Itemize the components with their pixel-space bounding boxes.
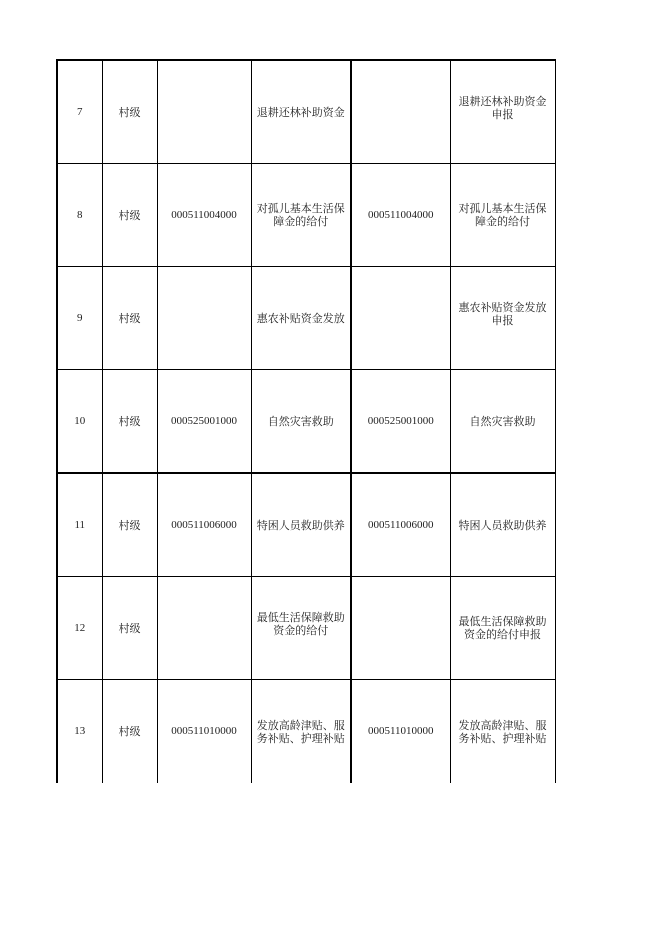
row-code: 000511010000 bbox=[157, 680, 251, 784]
row-number: 7 bbox=[57, 60, 102, 164]
service-items-table bbox=[56, 59, 556, 783]
row-sub-item-name: 发放高龄津贴、服务补贴、护理补贴 bbox=[450, 680, 555, 784]
row-level: 村级 bbox=[102, 680, 157, 784]
row-sub-item-name: 退耕还林补助资金申报 bbox=[450, 60, 555, 164]
table-row bbox=[57, 267, 555, 370]
table-row bbox=[57, 473, 555, 577]
row-level: 村级 bbox=[102, 60, 157, 164]
row-item-name: 退耕还林补助资金 bbox=[251, 60, 351, 164]
row-code bbox=[157, 60, 251, 164]
row-number: 10 bbox=[57, 370, 102, 474]
table-row bbox=[57, 577, 555, 680]
row-sub-code bbox=[351, 577, 450, 680]
row-code: 000511004000 bbox=[157, 164, 251, 267]
row-item-name: 自然灾害救助 bbox=[251, 370, 351, 474]
row-item-name: 惠农补贴资金发放 bbox=[251, 267, 351, 370]
row-level: 村级 bbox=[102, 473, 157, 577]
row-number: 9 bbox=[57, 267, 102, 370]
row-number: 13 bbox=[57, 680, 102, 784]
row-sub-item-name: 对孤儿基本生活保障金的给付 bbox=[450, 164, 555, 267]
row-level: 村级 bbox=[102, 164, 157, 267]
row-sub-code: 000511006000 bbox=[351, 473, 450, 577]
row-sub-code bbox=[351, 60, 450, 164]
row-code bbox=[157, 267, 251, 370]
row-item-name: 最低生活保障救助资金的给付 bbox=[251, 577, 351, 680]
row-code: 000511006000 bbox=[157, 473, 251, 577]
row-sub-item-name: 最低生活保障救助资金的给付申报 bbox=[450, 577, 555, 680]
row-sub-item-name: 自然灾害救助 bbox=[450, 370, 555, 474]
row-item-name: 对孤儿基本生活保障金的给付 bbox=[251, 164, 351, 267]
row-sub-code bbox=[351, 267, 450, 370]
row-sub-code: 000525001000 bbox=[351, 370, 450, 474]
table-row bbox=[57, 60, 555, 164]
row-number: 11 bbox=[57, 473, 102, 577]
row-number: 8 bbox=[57, 164, 102, 267]
row-item-name: 特困人员救助供养 bbox=[251, 473, 351, 577]
row-level: 村级 bbox=[102, 577, 157, 680]
table-row bbox=[57, 164, 555, 267]
table-row bbox=[57, 680, 555, 784]
row-sub-item-name: 惠农补贴资金发放申报 bbox=[450, 267, 555, 370]
row-sub-code: 000511004000 bbox=[351, 164, 450, 267]
row-number: 12 bbox=[57, 577, 102, 680]
row-sub-item-name: 特困人员救助供养 bbox=[450, 473, 555, 577]
table-row bbox=[57, 370, 555, 474]
row-code: 000525001000 bbox=[157, 370, 251, 474]
row-level: 村级 bbox=[102, 267, 157, 370]
row-item-name: 发放高龄津贴、服务补贴、护理补贴 bbox=[251, 680, 351, 784]
row-code bbox=[157, 577, 251, 680]
row-sub-code: 000511010000 bbox=[351, 680, 450, 784]
row-level: 村级 bbox=[102, 370, 157, 474]
